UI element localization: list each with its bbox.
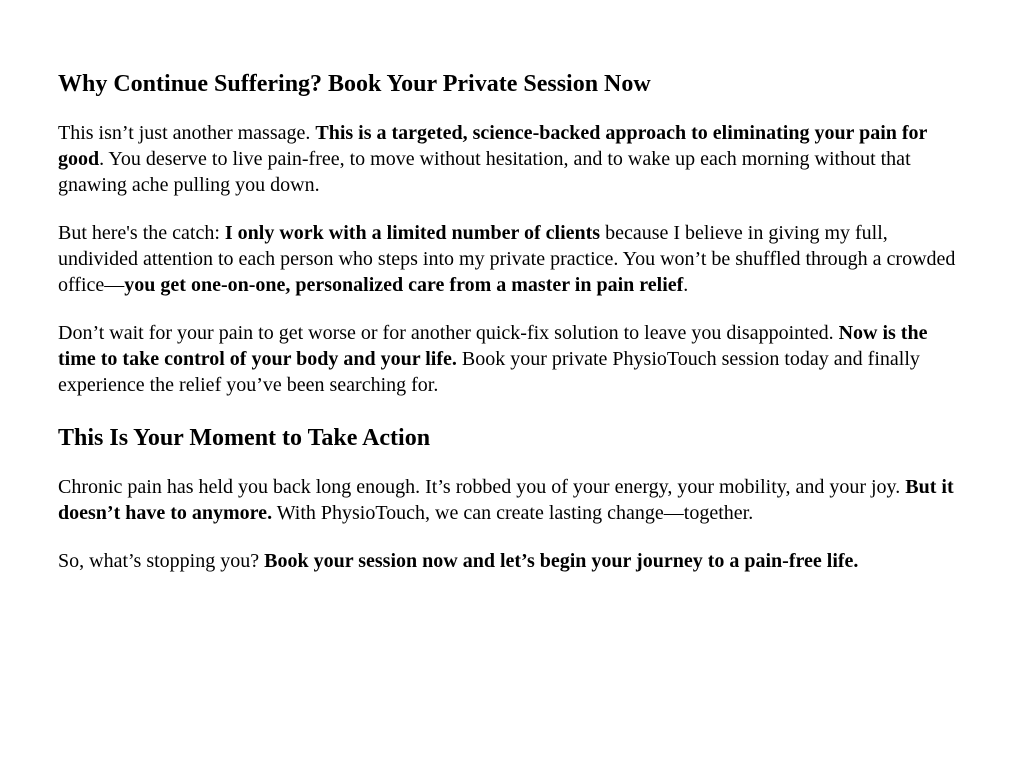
section-heading-take-action: This Is Your Moment to Take Action — [58, 425, 431, 451]
text-run: Book your private PhysioTouch session today and finally experience the relief you’ve been searching for. — [58, 348, 920, 396]
text-run: But here's the catch: — [58, 222, 225, 244]
section-heading-why-continue-suffering: Why Continue Suffering? Book Your Private Session Now — [58, 71, 651, 97]
text-run: Don’t wait for your pain to get worse or for another quick-fix solution to leave you disappointed. — [58, 322, 839, 344]
article-content — [58, 66, 958, 596]
text-run: . You deserve to live pain-free, to move without hesitation, and to wake up each morning without that gnawing ache pulling you down. — [58, 148, 911, 196]
paragraph-intro — [58, 120, 958, 198]
paragraph-dont-wait — [58, 320, 958, 398]
text-run: Chronic pain has held you back long enough. It’s robbed you of your energy, your mobility, and your joy. — [58, 476, 906, 498]
text-run: . — [683, 274, 689, 296]
paragraph-chronic-pain — [58, 474, 958, 526]
text-run-bold: you get one-on-one, personalized care from a master in pain relief — [124, 274, 684, 296]
text-run-bold: But it doesn’t have to anymore. — [58, 476, 954, 524]
text-run-bold: Now is the time to take control of your body and your life. — [58, 322, 928, 370]
text-run: With PhysioTouch, we can create lasting change—together. — [272, 502, 754, 524]
text-run-bold: I only work with a limited number of clients — [224, 222, 601, 244]
paragraph-limited-clients — [58, 220, 958, 298]
text-run-bold: This is a targeted, science-backed approach to eliminating your pain for good — [58, 122, 928, 170]
text-run: This isn’t just another massage. — [58, 122, 316, 144]
paragraph-whats-stopping-you — [58, 548, 958, 574]
text-run: So, what’s stopping you? — [58, 550, 265, 572]
text-run-bold: Book your session now and let’s begin your journey to a pain-free life. — [264, 550, 859, 572]
text-run: because I believe in giving my full, undivided attention to each person who steps into my private practice. You won’t be shuffled through a crowded office— — [58, 222, 956, 296]
